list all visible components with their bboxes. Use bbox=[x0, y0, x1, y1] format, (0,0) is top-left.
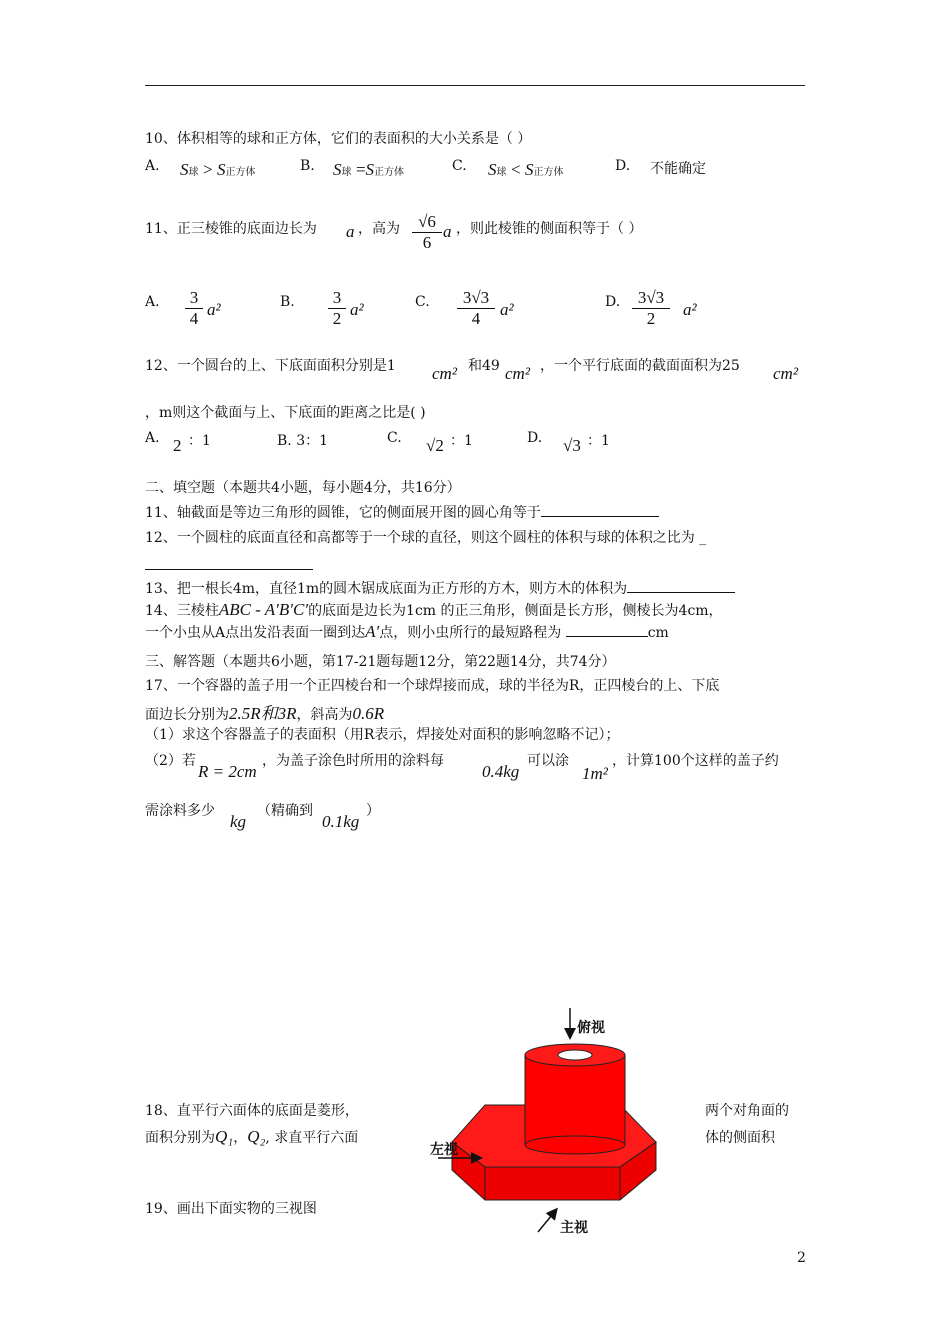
q10-option-d: 不能确定 bbox=[650, 161, 706, 177]
section3-title: 三、解答题（本题共6小题，第17-21题每题12分，第22题14分，共74分） bbox=[145, 654, 616, 670]
q11-var-a: a bbox=[346, 222, 355, 241]
q10-label-b: B. bbox=[300, 158, 315, 174]
q11-option-a-var: a² bbox=[207, 300, 221, 319]
q11-var-a2: a bbox=[443, 222, 452, 241]
q12-stem-pre: 12、一个圆台的上、下底面面积分别是1 bbox=[145, 358, 396, 374]
q12-unit-3: cm² bbox=[773, 364, 798, 383]
q18-line1: 18、直平行六面体的底面是菱形， bbox=[145, 1103, 359, 1119]
q12-stem-mid: 和49 bbox=[468, 358, 500, 374]
q18-line2-right: 体的侧面积 bbox=[705, 1130, 775, 1146]
label-left-view: 左视 bbox=[430, 1142, 458, 1158]
q10-label-d: D. bbox=[615, 158, 631, 174]
q11-option-c-var: a² bbox=[500, 300, 514, 319]
page-number: 2 bbox=[797, 1250, 806, 1266]
q11-label-c: C. bbox=[415, 294, 430, 310]
q17-part2-pre: （2）若 bbox=[145, 753, 196, 769]
q12-label-c: C. bbox=[387, 430, 402, 446]
q12-stem-mid2: ，一个平行底面的截面面积为25 bbox=[540, 358, 740, 374]
q17-part3-prec: 0.1kg bbox=[322, 812, 360, 831]
q11-label-a: A. bbox=[145, 294, 160, 310]
q17-line2: 面边长分别为2.5R和3R，斜高为0.6R bbox=[145, 704, 385, 723]
fill-12-blank bbox=[145, 555, 313, 570]
q11-label-b: B. bbox=[280, 294, 295, 310]
q17-part3-mid: （精确到 bbox=[257, 803, 313, 819]
q11-option-d-var: a² bbox=[683, 300, 697, 319]
q12-option-a-val: 2 bbox=[173, 436, 182, 455]
q17-part2-mid2: 可以涂 bbox=[527, 753, 569, 769]
q12-unit-2: cm² bbox=[505, 364, 530, 383]
q12-label-d: D. bbox=[527, 430, 543, 446]
q12-label-a: A. bbox=[145, 430, 160, 446]
q17-part3-post: ） bbox=[366, 803, 380, 819]
q12-unit-1: cm² bbox=[432, 364, 457, 383]
q10-label-a: A. bbox=[145, 158, 160, 174]
cylinder-body bbox=[525, 1055, 625, 1145]
q10-label-c: C. bbox=[452, 158, 467, 174]
q10-option-c: S球 < S正方体 bbox=[488, 160, 564, 179]
header-rule bbox=[145, 85, 805, 86]
q12-option-b: B. 3：1 bbox=[277, 433, 329, 449]
q12-option-a-ratio: ：1 bbox=[188, 433, 211, 449]
fill-14-line1: 14、三棱柱ABC - A′B′C′的底面是边长为1cm 的正三角形，侧面是长方形，侧棱长为4cm， bbox=[145, 600, 723, 619]
q10-option-b: S球 =S正方体 bbox=[333, 160, 405, 179]
q11-option-b: 3 2 bbox=[328, 288, 346, 329]
q11-stem-pre: 11、正三棱锥的底面边长为 bbox=[145, 221, 317, 237]
section2-title: 二、填空题（本题共4小题，每小题4分，共16分） bbox=[145, 480, 461, 496]
q12-option-d-val: √3 bbox=[563, 436, 581, 455]
q17-part3-kg: kg bbox=[230, 812, 247, 831]
q11-stem-post: ，则此棱锥的侧面积等于（ ） bbox=[456, 221, 643, 237]
q12-option-d-ratio: ：1 bbox=[587, 433, 610, 449]
label-top-view: 俯视 bbox=[577, 1020, 605, 1036]
q17-part2-kg: 0.4kg bbox=[482, 762, 520, 781]
label-front-view: 主视 bbox=[560, 1220, 588, 1236]
q18-line2: 面积分别为Q₁，Q₂, 求直平行六面 bbox=[145, 1127, 359, 1146]
fill-12: 12、一个圆柱的底面直径和高都等于一个球的直径，则这个圆柱的体积与球的体积之比为 _ bbox=[145, 530, 707, 546]
q12-option-c-val: √2 bbox=[426, 436, 444, 455]
front-view-arrow bbox=[538, 1210, 556, 1232]
q11-label-d: D. bbox=[605, 294, 621, 310]
q11-height-fraction: √6 6 bbox=[412, 212, 442, 253]
q17-part2-mid: ，为盖子涂色时所用的涂料每 bbox=[262, 753, 444, 769]
fill-13: 13、把一根长4m，直径1m的圆木锯成底面为正方形的方木，则方木的体积为 bbox=[145, 578, 735, 598]
fill-11: 11、轴截面是等边三角形的圆锥，它的侧面展开图的圆心角等于 bbox=[145, 502, 659, 522]
q17-part2-eq: R = 2cm bbox=[198, 762, 257, 781]
q17-part2-post: ，计算100个这样的盖子约 bbox=[612, 753, 779, 769]
q11-option-d: 3√3 2 bbox=[632, 288, 670, 329]
q10-option-a: S球 > S正方体 bbox=[180, 160, 256, 179]
fill-14-line2: 一个小虫从A点出发沿表面一圈到达A′点，则小虫所行的最短路程为 cm bbox=[145, 622, 669, 641]
q19-text: 19、画出下面实物的三视图 bbox=[145, 1201, 317, 1217]
q17-part3-pre: 需涂料多少 bbox=[145, 803, 215, 819]
q12-stem-line2: ，m则这个截面与上、下底面的距离之比是( ) bbox=[145, 405, 426, 421]
q11-stem-mid: ，高为 bbox=[358, 221, 400, 237]
q18-line1-right: 两个对角面的 bbox=[705, 1103, 789, 1119]
q11-option-a: 3 4 bbox=[185, 288, 203, 329]
q11-option-c: 3√3 4 bbox=[457, 288, 495, 329]
q17-line1: 17、一个容器的盖子用一个正四棱台和一个球焊接而成，球的半径为R，正四棱台的上、下底 bbox=[145, 678, 720, 694]
q17-part2-m2: 1m² bbox=[582, 764, 608, 783]
q11-option-b-var: a² bbox=[350, 300, 364, 319]
q17-part1: （1）求这个容器盖子的表面积（用R表示，焊接处对面积的影响忽略不记）； bbox=[145, 727, 620, 743]
cylinder-hole bbox=[558, 1050, 592, 1060]
q10-stem: 10、体积相等的球和正方体，它们的表面积的大小关系是（ ） bbox=[145, 131, 532, 147]
solid-figure bbox=[420, 1005, 660, 1240]
q12-option-c-ratio: ：1 bbox=[450, 433, 473, 449]
